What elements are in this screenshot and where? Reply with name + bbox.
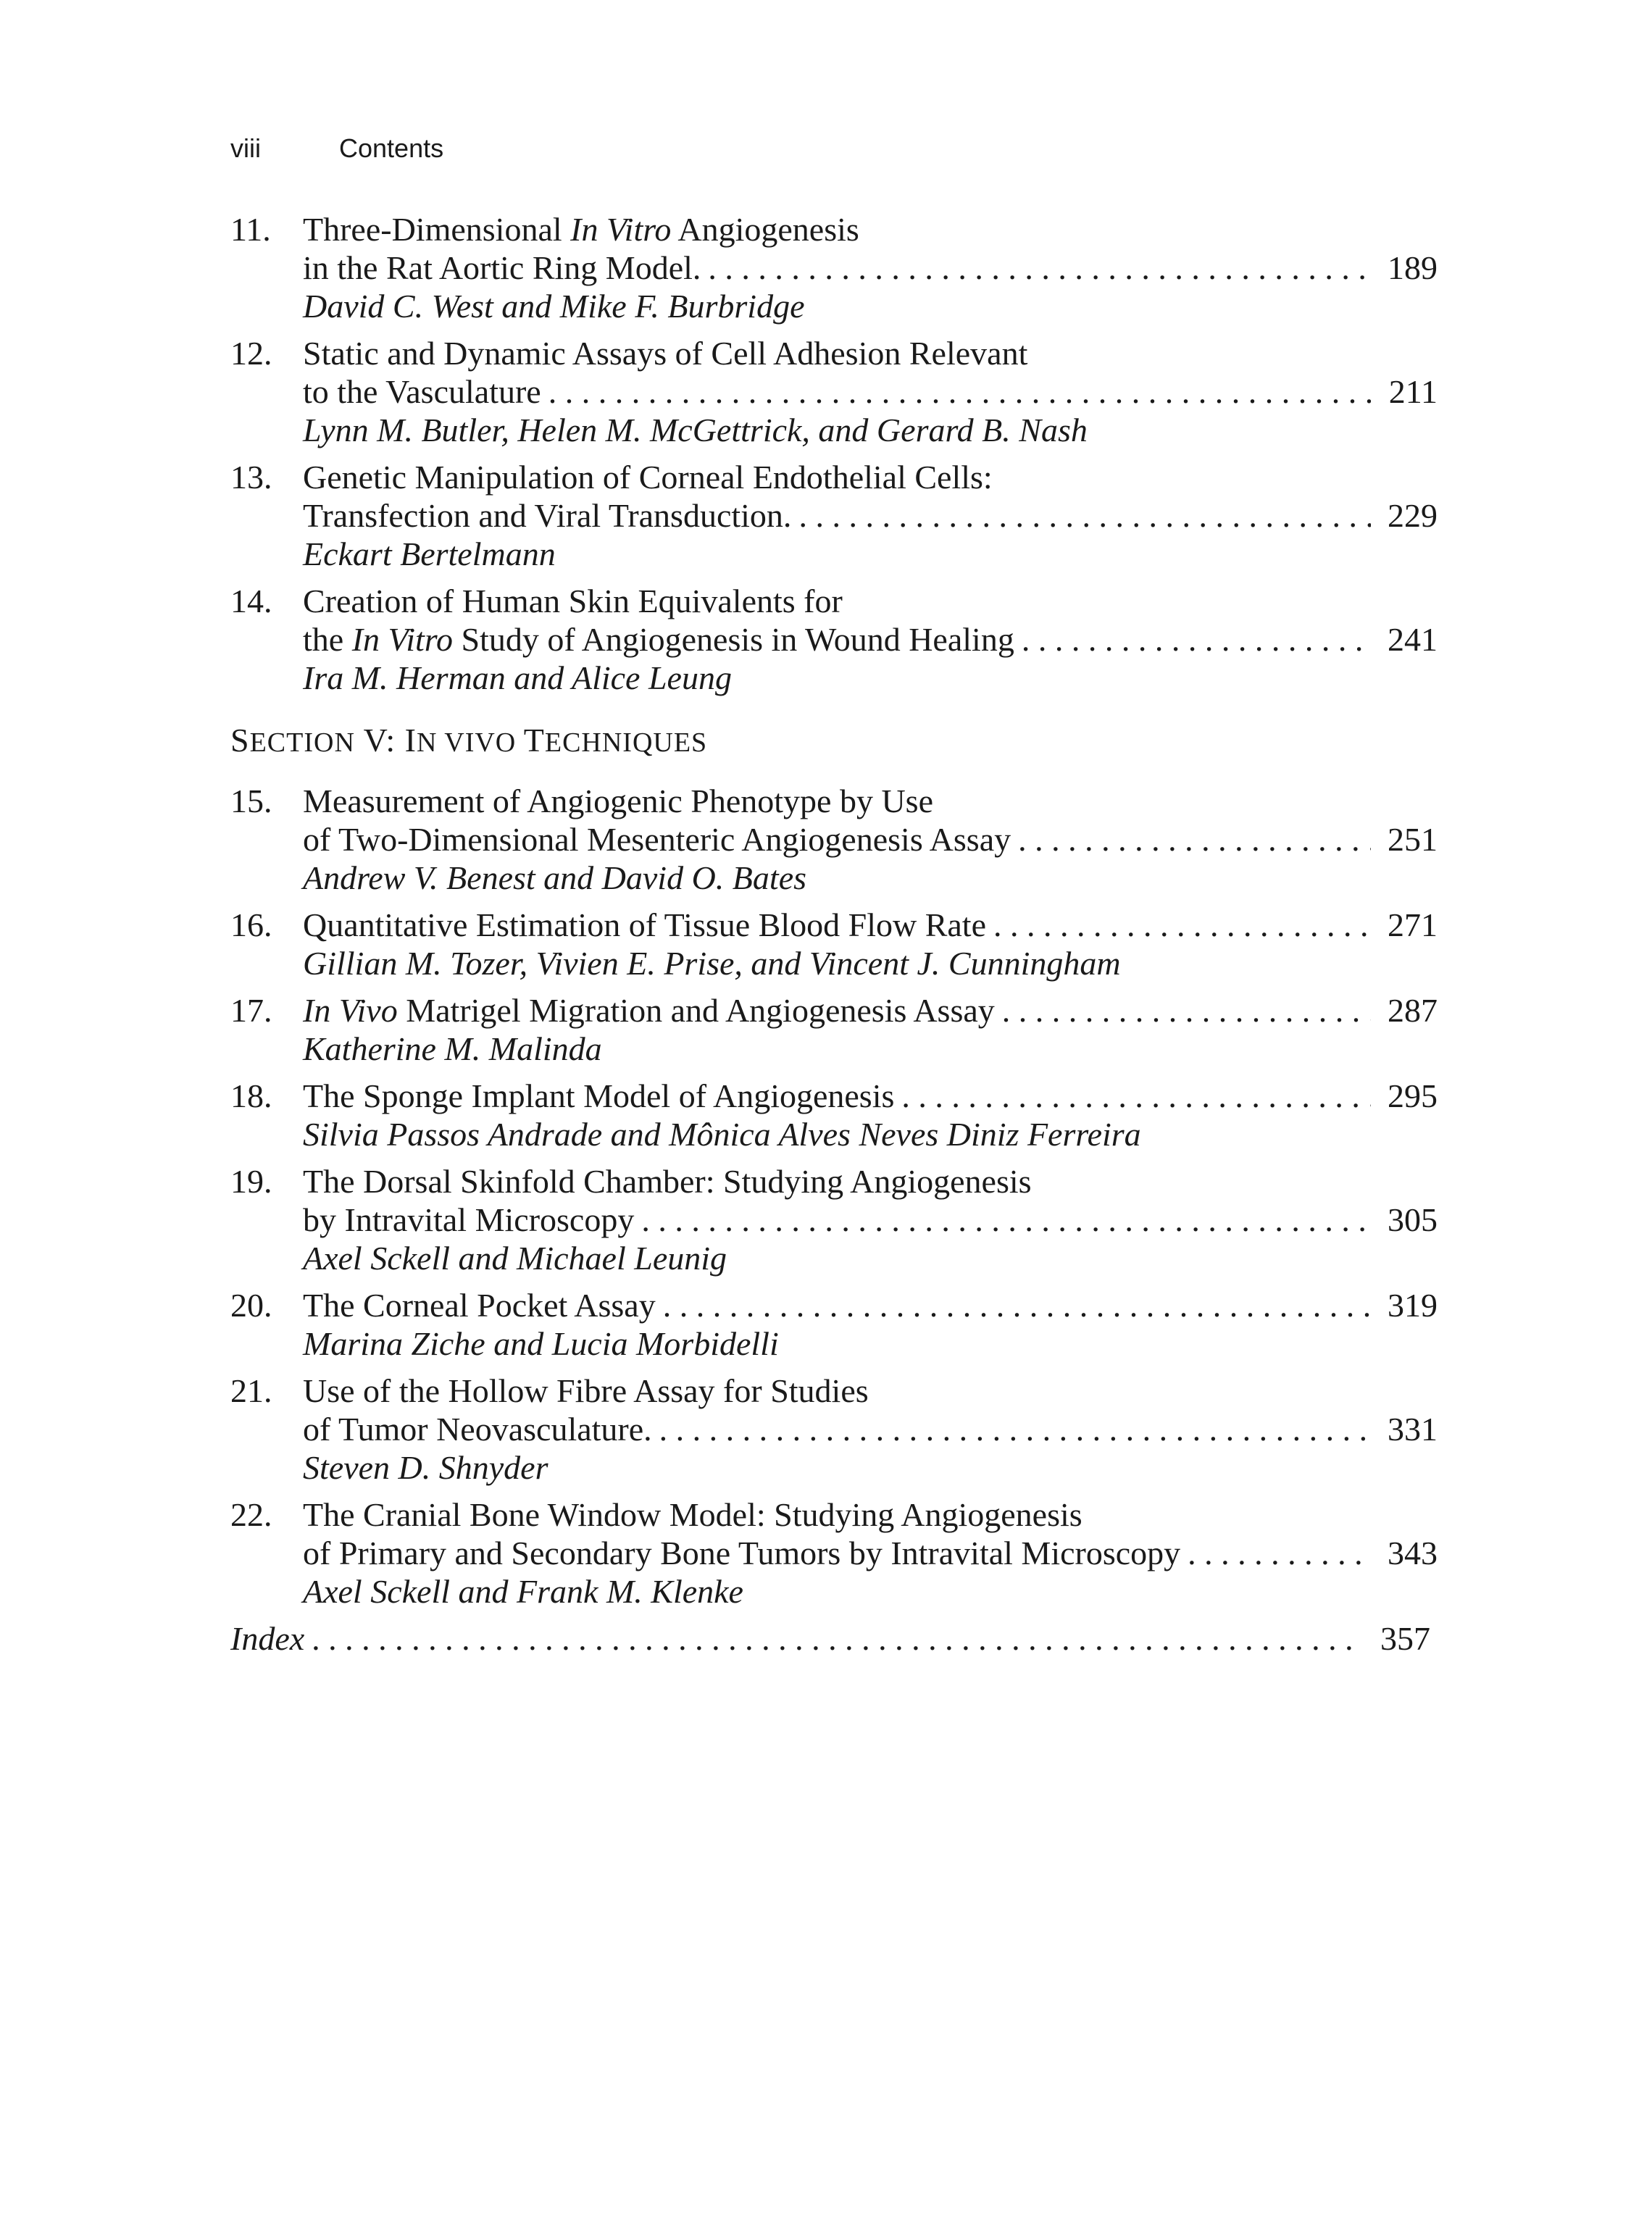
chapter-authors: David C. West and Mike F. Burbridge — [303, 288, 805, 325]
chapter-authors: Steven D. Shnyder — [303, 1449, 548, 1486]
chapter-number: 20. — [230, 1287, 272, 1324]
chapter-title-leader-line — [303, 496, 1438, 535]
toc-entry-21[interactable] — [230, 1372, 1438, 1487]
chapter-title-line2: in the Rat Aortic Ring Model. — [303, 249, 701, 286]
page-number: 305 — [1388, 1201, 1438, 1238]
chapter-authors: Marina Ziche and Lucia Morbidelli — [303, 1325, 779, 1362]
dot-leader — [798, 496, 1371, 535]
toc-entry-20[interactable] — [230, 1286, 1438, 1363]
chapter-title-leader-line — [303, 249, 1438, 287]
chapter-number: 13. — [230, 459, 272, 496]
dot-leader — [312, 1619, 1364, 1658]
chapter-title-line1: The Dorsal Skinfold Chamber: Studying Angiogenesis — [303, 1163, 1032, 1200]
chapter-title-line1: Genetic Manipulation of Corneal Endothelial Cells: — [303, 459, 993, 496]
dot-leader — [901, 1077, 1371, 1115]
dot-leader — [1018, 820, 1371, 859]
chapter-title-line2: Transfection and Viral Transduction. — [303, 497, 792, 534]
chapter-title-leader-line — [303, 991, 1438, 1030]
chapter-title-leader-line — [303, 1534, 1438, 1572]
dot-leader — [1188, 1534, 1371, 1572]
toc-entry-13[interactable] — [230, 458, 1438, 573]
toc-entry-12[interactable] — [230, 334, 1438, 449]
page-number: 189 — [1388, 249, 1438, 286]
page-folio: viii — [230, 133, 261, 163]
chapter-title-line1: The Corneal Pocket Assay — [303, 1287, 656, 1324]
running-head — [230, 133, 443, 164]
page-number: 295 — [1388, 1077, 1438, 1114]
page-number: 211 — [1388, 373, 1438, 410]
index-page-number: 357 — [1380, 1620, 1430, 1657]
chapter-number: 12. — [230, 335, 272, 372]
dot-leader — [641, 1201, 1371, 1239]
chapter-number: 18. — [230, 1077, 272, 1114]
page-number: 241 — [1388, 621, 1438, 658]
chapter-title-line1: Quantitative Estimation of Tissue Blood Flow Rate — [303, 906, 986, 943]
chapter-number: 15. — [230, 782, 272, 819]
chapter-title-leader-line — [303, 1077, 1438, 1115]
toc-entry-17[interactable] — [230, 991, 1438, 1068]
chapter-authors: Katherine M. Malinda — [303, 1030, 602, 1067]
chapter-authors: Lynn M. Butler, Helen M. McGettrick, and Gerard B. Nash — [303, 412, 1088, 448]
chapter-title-line1: Static and Dynamic Assays of Cell Adhesion Relevant — [303, 335, 1028, 372]
chapter-number: 14. — [230, 583, 272, 619]
chapter-number: 11. — [230, 211, 271, 248]
chapter-title-line2: by Intravital Microscopy — [303, 1201, 635, 1238]
dot-leader — [708, 249, 1371, 287]
chapter-authors: Ira M. Herman and Alice Leung — [303, 659, 732, 696]
chapter-number: 22. — [230, 1496, 272, 1533]
page-number: 287 — [1388, 992, 1438, 1029]
chapter-title-line1: The Sponge Implant Model of Angiogenesis — [303, 1077, 895, 1114]
chapter-authors: Axel Sckell and Frank M. Klenke — [303, 1573, 743, 1610]
chapter-number: 16. — [230, 906, 272, 943]
dot-leader — [1002, 991, 1371, 1030]
chapter-title-leader-line — [303, 906, 1438, 944]
chapter-authors: Gillian M. Tozer, Vivien E. Prise, and Vincent J. Cunningham — [303, 945, 1121, 982]
toc-entry-18[interactable] — [230, 1077, 1438, 1153]
chapter-title-line1: Measurement of Angiogenic Phenotype by Use — [303, 782, 933, 819]
toc-entry-14[interactable] — [230, 582, 1438, 697]
page-number: 229 — [1388, 497, 1438, 534]
chapter-authors: Axel Sckell and Michael Leunig — [303, 1240, 727, 1277]
toc-entry-16[interactable] — [230, 906, 1438, 982]
chapter-title-line2: of Primary and Secondary Bone Tumors by Intravital Microscopy — [303, 1535, 1181, 1571]
chapter-authors: Eckart Bertelmann — [303, 535, 556, 572]
chapter-title-line1: The Cranial Bone Window Model: Studying Angiogenesis — [303, 1496, 1082, 1533]
chapter-title-line2: to the Vasculature — [303, 373, 541, 410]
chapter-title-leader-line — [303, 820, 1438, 859]
chapter-title-leader-line — [303, 1286, 1438, 1324]
dot-leader — [548, 372, 1371, 411]
table-of-contents — [230, 210, 1438, 1658]
chapter-authors: Silvia Passos Andrade and Mônica Alves Neves Diniz Ferreira — [303, 1116, 1141, 1153]
chapter-title-line1: Use of the Hollow Fibre Assay for Studies — [303, 1372, 869, 1409]
chapter-title-line1: Three-Dimensional In Vitro Angiogenesis — [303, 211, 859, 248]
dot-leader — [663, 1286, 1371, 1324]
toc-entry-22[interactable] — [230, 1495, 1438, 1611]
chapter-title-line2: of Tumor Neovasculature. — [303, 1411, 652, 1448]
chapter-title-leader-line — [303, 620, 1438, 659]
page-number: 343 — [1388, 1535, 1438, 1571]
chapter-number: 21. — [230, 1372, 272, 1409]
section-heading: SECTION V: IN VIVO TECHNIQUES — [230, 722, 708, 759]
toc-entry-19[interactable] — [230, 1162, 1438, 1277]
chapter-title-leader-line — [303, 1201, 1438, 1239]
page-number: 271 — [1388, 906, 1438, 943]
chapter-authors: Andrew V. Benest and David O. Bates — [303, 859, 807, 896]
page-number: 331 — [1388, 1411, 1438, 1448]
index-label: Index — [230, 1620, 305, 1657]
chapter-title-leader-line — [303, 1410, 1438, 1448]
chapter-number: 17. — [230, 992, 272, 1029]
toc-entry-index[interactable] — [230, 1619, 1438, 1658]
dot-leader — [659, 1410, 1371, 1448]
chapter-title-line2: of Two-Dimensional Mesenteric Angiogenesis Assay — [303, 821, 1011, 858]
chapter-title-line1: Creation of Human Skin Equivalents for — [303, 583, 843, 619]
dot-leader — [993, 906, 1371, 944]
toc-entry-15[interactable] — [230, 782, 1438, 897]
running-head-title: Contents — [339, 133, 444, 163]
chapter-title-line2: the In Vitro Study of Angiogenesis in Wound Healing — [303, 621, 1014, 658]
dot-leader — [1022, 620, 1371, 659]
chapter-title-leader-line — [303, 372, 1438, 411]
chapter-title-line1: In Vivo Matrigel Migration and Angiogenesis Assay — [303, 992, 995, 1029]
page-number: 251 — [1388, 821, 1438, 858]
chapter-number: 19. — [230, 1163, 272, 1200]
page-number: 319 — [1388, 1287, 1438, 1324]
toc-entry-11[interactable] — [230, 210, 1438, 325]
